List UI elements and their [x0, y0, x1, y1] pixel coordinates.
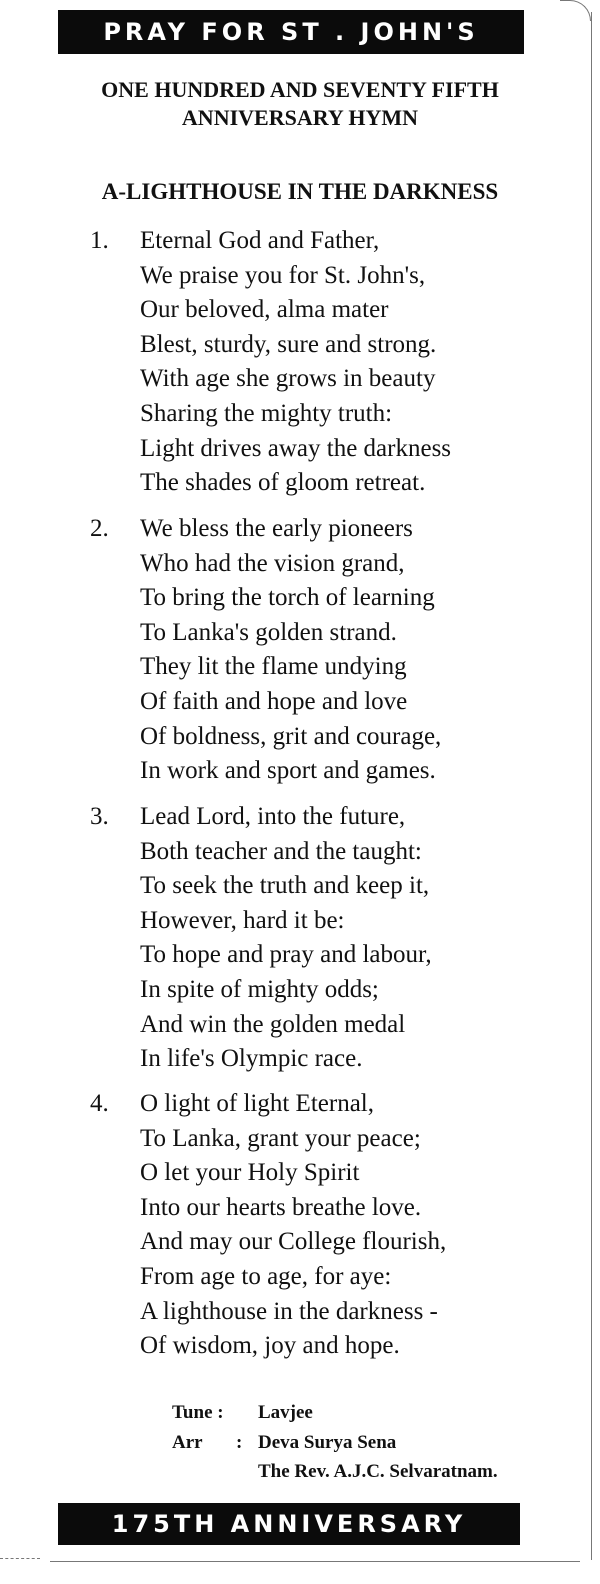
verse-line: To bring the torch of learning	[140, 584, 435, 612]
tune-value: Lavjee	[258, 1402, 313, 1423]
verse-line: Of boldness, grit and courage,	[140, 722, 442, 750]
verse-line: O light of light Eternal,	[140, 1090, 374, 1117]
arranger-label: Arr	[172, 1432, 203, 1453]
verse-line: In work and sport and games.	[140, 757, 436, 785]
top-banner: PRAY FOR ST . JOHN'S	[58, 10, 524, 54]
hymn-subtitle: A-LIGHTHOUSE IN THE DARKNESS	[101, 179, 499, 204]
verse-line: Lead Lord, into the future,	[140, 803, 406, 830]
verse-line: O let your Holy Spirit	[140, 1159, 360, 1187]
verse-line: Our beloved, alma mater	[140, 296, 389, 324]
verse-number: 3.	[90, 803, 109, 830]
verse-line: Who had the vision grand,	[140, 549, 405, 577]
bottom-banner: 175TH ANNIVERSARY	[58, 1503, 520, 1545]
verse-number: 4.	[90, 1090, 109, 1117]
verse-line: Of wisdom, joy and hope.	[140, 1332, 400, 1360]
verse-number: 1.	[90, 227, 109, 254]
page-bottom-border-left	[0, 1558, 40, 1559]
verse-line: To hope and pray and labour,	[140, 941, 432, 969]
verse-line: Sharing the mighty truth:	[140, 399, 393, 427]
verse-line: And may our College flourish,	[140, 1228, 447, 1256]
page-right-border	[585, 12, 592, 1560]
verse-line: Eternal God and Father,	[140, 227, 380, 254]
verse-line: A lighthouse in the darkness -	[140, 1297, 438, 1325]
verse-2	[90, 512, 550, 789]
verse-line: With age she grows in beauty	[140, 365, 436, 393]
hymn-title-line-1: ONE HUNDRED AND SEVENTY FIFTH	[101, 77, 499, 102]
verse-4	[90, 1087, 550, 1364]
arranger-colon: :	[236, 1432, 243, 1453]
verse-line: Blest, sturdy, sure and strong.	[140, 330, 437, 358]
arranger-name: Deva Surya Sena	[258, 1432, 397, 1453]
verse-line: In spite of mighty odds;	[140, 975, 379, 1003]
verse-line: Of faith and hope and love	[140, 687, 408, 715]
verse-number: 2.	[90, 515, 109, 542]
verse-line: In life's Olympic race.	[140, 1045, 363, 1073]
verse-line: And win the golden medal	[140, 1010, 406, 1038]
verse-3	[90, 800, 550, 1077]
verse-line: To Lanka's golden strand.	[140, 618, 397, 646]
hymn-title-line-2: ANNIVERSARY HYMN	[181, 105, 419, 130]
page-bottom-border	[50, 1561, 580, 1562]
verse-line: Both teacher and the taught:	[140, 837, 422, 865]
verse-line: Into our hearts breathe love.	[140, 1193, 422, 1221]
verse-1	[90, 224, 550, 501]
arranger-name-2: The Rev. A.J.C. Selvaratnam.	[258, 1461, 498, 1482]
verse-line: They lit the flame undying	[140, 653, 407, 681]
verse-line: To Lanka, grant your peace;	[140, 1124, 421, 1152]
verse-line: However, hard it be:	[140, 906, 345, 934]
verse-line: From age to age, for aye:	[140, 1262, 392, 1290]
verse-line: We bless the early pioneers	[140, 515, 413, 542]
verse-line: To seek the truth and keep it,	[140, 872, 430, 900]
verse-line: We praise you for St. John's,	[140, 261, 426, 289]
tune-label: Tune :	[172, 1402, 224, 1423]
verse-line: Light drives away the darkness	[140, 434, 452, 462]
verse-line: The shades of gloom retreat.	[140, 469, 426, 497]
